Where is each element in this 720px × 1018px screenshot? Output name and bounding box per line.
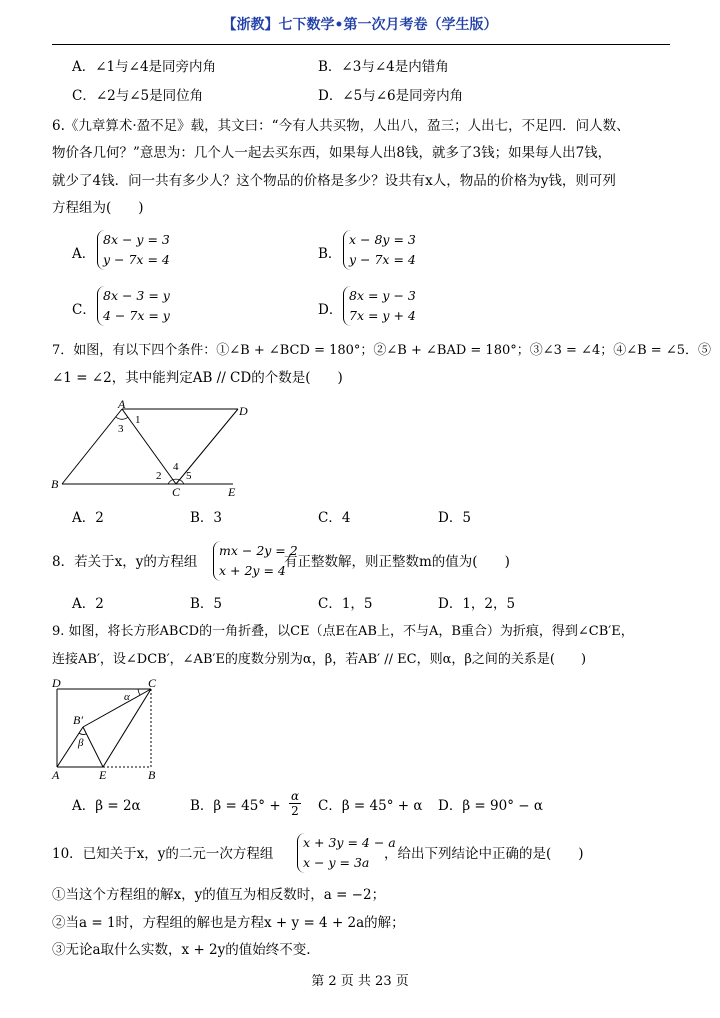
- q7-angle-2: 2: [156, 470, 162, 482]
- q9-figure: [48, 678, 166, 784]
- q6-b-eq2: y − 7x = 4: [349, 252, 416, 267]
- q7-angle-3: 3: [118, 423, 124, 435]
- q9-line-1: 9. 如图，将长方形ABCD的一角折叠，以CE（点E在AB上，不与A，B重合）为折痕，得到∠CB′E，: [52, 624, 634, 639]
- q6-line-2: 物价各几何？”意思为：几个人一起去买东西，如果每人出8钱，就多了3钱；如果每人出7钱，: [52, 145, 612, 161]
- q10-prefix: 10．已知关于x，y的二元一次方程组: [52, 846, 274, 862]
- q7-line-1: 7．如图，有以下四个条件：①∠B + ∠BCD = 180°；②∠B + ∠BAD = 180°；③∠3 = ∠4；④∠B = ∠5．⑤: [52, 343, 711, 358]
- q6-line-4: 方程组为( ): [52, 200, 144, 216]
- q10-eq2: x − y = 3a: [303, 855, 370, 870]
- q6-a-eq2: y − 7x = 4: [103, 252, 170, 267]
- q6-line-3: 就少了4钱．问一共有多少人？这个物品的价格是多少？设共有x人，物品的价格为y钱，则可列: [52, 173, 616, 189]
- q7-figure: [48, 396, 268, 500]
- q8-option-c: C．1，5: [318, 596, 373, 612]
- q6-option-d-system: [343, 286, 416, 326]
- q9-fraction-numerator: α: [290, 789, 300, 803]
- q7-line-ab: [62, 409, 122, 484]
- q10-statement-3: ③无论a取什么实数，x + 2y的值始终不变.: [52, 942, 311, 958]
- q5-option-d: D．∠5与∠6是同旁内角: [318, 88, 464, 104]
- q8-option-a: A．2: [72, 596, 104, 612]
- q7-line-2: ∠1 = ∠2，其中能判定AB // CD的个数是( ): [52, 370, 343, 386]
- q7-angle-arc-a: [116, 417, 128, 419]
- q6-line-1: 6.《九章算术·盈不足》载，其文曰：“今有人共买物，人出八，盈三；人出七，不足四．问人数、: [52, 118, 630, 134]
- q9-option-a: A．β = 2α: [72, 798, 141, 814]
- q6-d-eq1: 8x = y − 3: [349, 288, 416, 303]
- q6-option-a-label: A．: [72, 246, 96, 262]
- q9-label-b: B: [148, 768, 156, 782]
- q6-option-b-label: B．: [318, 246, 342, 262]
- q7-angle-4: 4: [173, 461, 179, 473]
- q6-option-a-system: [97, 230, 170, 270]
- q9-label-a: A: [52, 768, 60, 782]
- q8-option-d: D．1，2，5: [438, 596, 516, 612]
- q9-line-2: 连接AB′，设∠DCB′，∠AB′E的度数分别为α，β，若AB′ // EC，则α，β之间的关系是( ): [52, 652, 587, 667]
- q6-option-c-system: [97, 286, 170, 326]
- q7-option-d: D．5: [438, 510, 471, 526]
- q9-label-c: C: [148, 678, 157, 690]
- q5-option-a: A．∠1与∠4是同旁内角: [72, 59, 217, 75]
- q9-angle-arc-beta: [79, 733, 86, 735]
- q7-label-b: B: [51, 477, 59, 491]
- q10-statement-2: ②当a = 1时，方程组的解也是方程x + y = 4 + 2a的解；: [52, 915, 405, 931]
- q7-option-b: B．3: [190, 510, 223, 526]
- q7-label-d: D: [239, 404, 248, 418]
- q7-option-a: A．2: [72, 510, 104, 526]
- q7-label-a: A: [118, 397, 126, 411]
- q9-side-bpe: [83, 727, 103, 767]
- q6-option-b-system: [343, 230, 416, 270]
- q9-fraction-denominator: 2: [291, 804, 299, 818]
- q9-label-d: D: [52, 678, 61, 690]
- q8-eq1: mx − 2y = 2: [219, 543, 298, 558]
- page-header-title: 【浙教】七下数学•第一次月考卷（学生版）: [222, 17, 498, 33]
- q7-line-ac: [122, 409, 176, 484]
- q9-option-b-fraction: [289, 789, 301, 818]
- q10-eq1: x + 3y = 4 − a: [303, 835, 396, 850]
- q10-statement-1: ①当这个方程组的解x，y的值互为相反数时，a = −2；: [52, 887, 386, 903]
- q8-option-b: B．5: [190, 596, 223, 612]
- header-divider: [52, 44, 670, 45]
- q7-label-e: E: [228, 485, 236, 499]
- q9-option-b: B．β = 45° +: [190, 798, 281, 814]
- q5-option-b: B．∠3与∠4是内错角: [318, 59, 449, 75]
- q7-angle-1: 1: [135, 414, 141, 426]
- page-footer: 第 2 页 共 23 页: [311, 974, 409, 989]
- q9-label-beta: β: [78, 737, 84, 749]
- q6-c-eq1: 8x − 3 = y: [103, 288, 170, 303]
- q9-label-alpha: α: [124, 691, 130, 703]
- q9-label-e: E: [99, 768, 107, 782]
- q7-option-c: C．4: [318, 510, 351, 526]
- q9-option-d: D．β = 90° − α: [438, 798, 543, 814]
- q8-eq2: x + 2y = 4: [219, 563, 286, 578]
- q6-option-d-label: D．: [318, 302, 343, 318]
- q8-suffix: 有正整数解，则正整数m的值为( ): [284, 554, 510, 570]
- q10-suffix: ，给出下列结论中正确的是( ): [384, 846, 584, 862]
- q7-label-c: C: [172, 485, 181, 499]
- q7-angle-5: 5: [186, 470, 192, 482]
- q9-side-cbp: [83, 689, 151, 727]
- q9-angle-arc-alpha: [138, 689, 140, 695]
- q6-d-eq2: 7x = y + 4: [349, 308, 416, 323]
- q6-b-eq1: x − 8y = 3: [349, 232, 416, 247]
- q9-label-bprime: B′: [73, 713, 83, 727]
- q6-c-eq2: 4 − 7x = y: [103, 308, 170, 323]
- q6-a-eq1: 8x − y = 3: [103, 232, 170, 247]
- q10-system: [297, 833, 396, 873]
- q8-prefix: 8．若关于x，y的方程组: [52, 554, 198, 570]
- q9-option-c: C．β = 45° + α: [318, 798, 423, 814]
- q5-option-c: C．∠2与∠5是同位角: [72, 88, 204, 104]
- q6-option-c-label: C．: [72, 302, 96, 318]
